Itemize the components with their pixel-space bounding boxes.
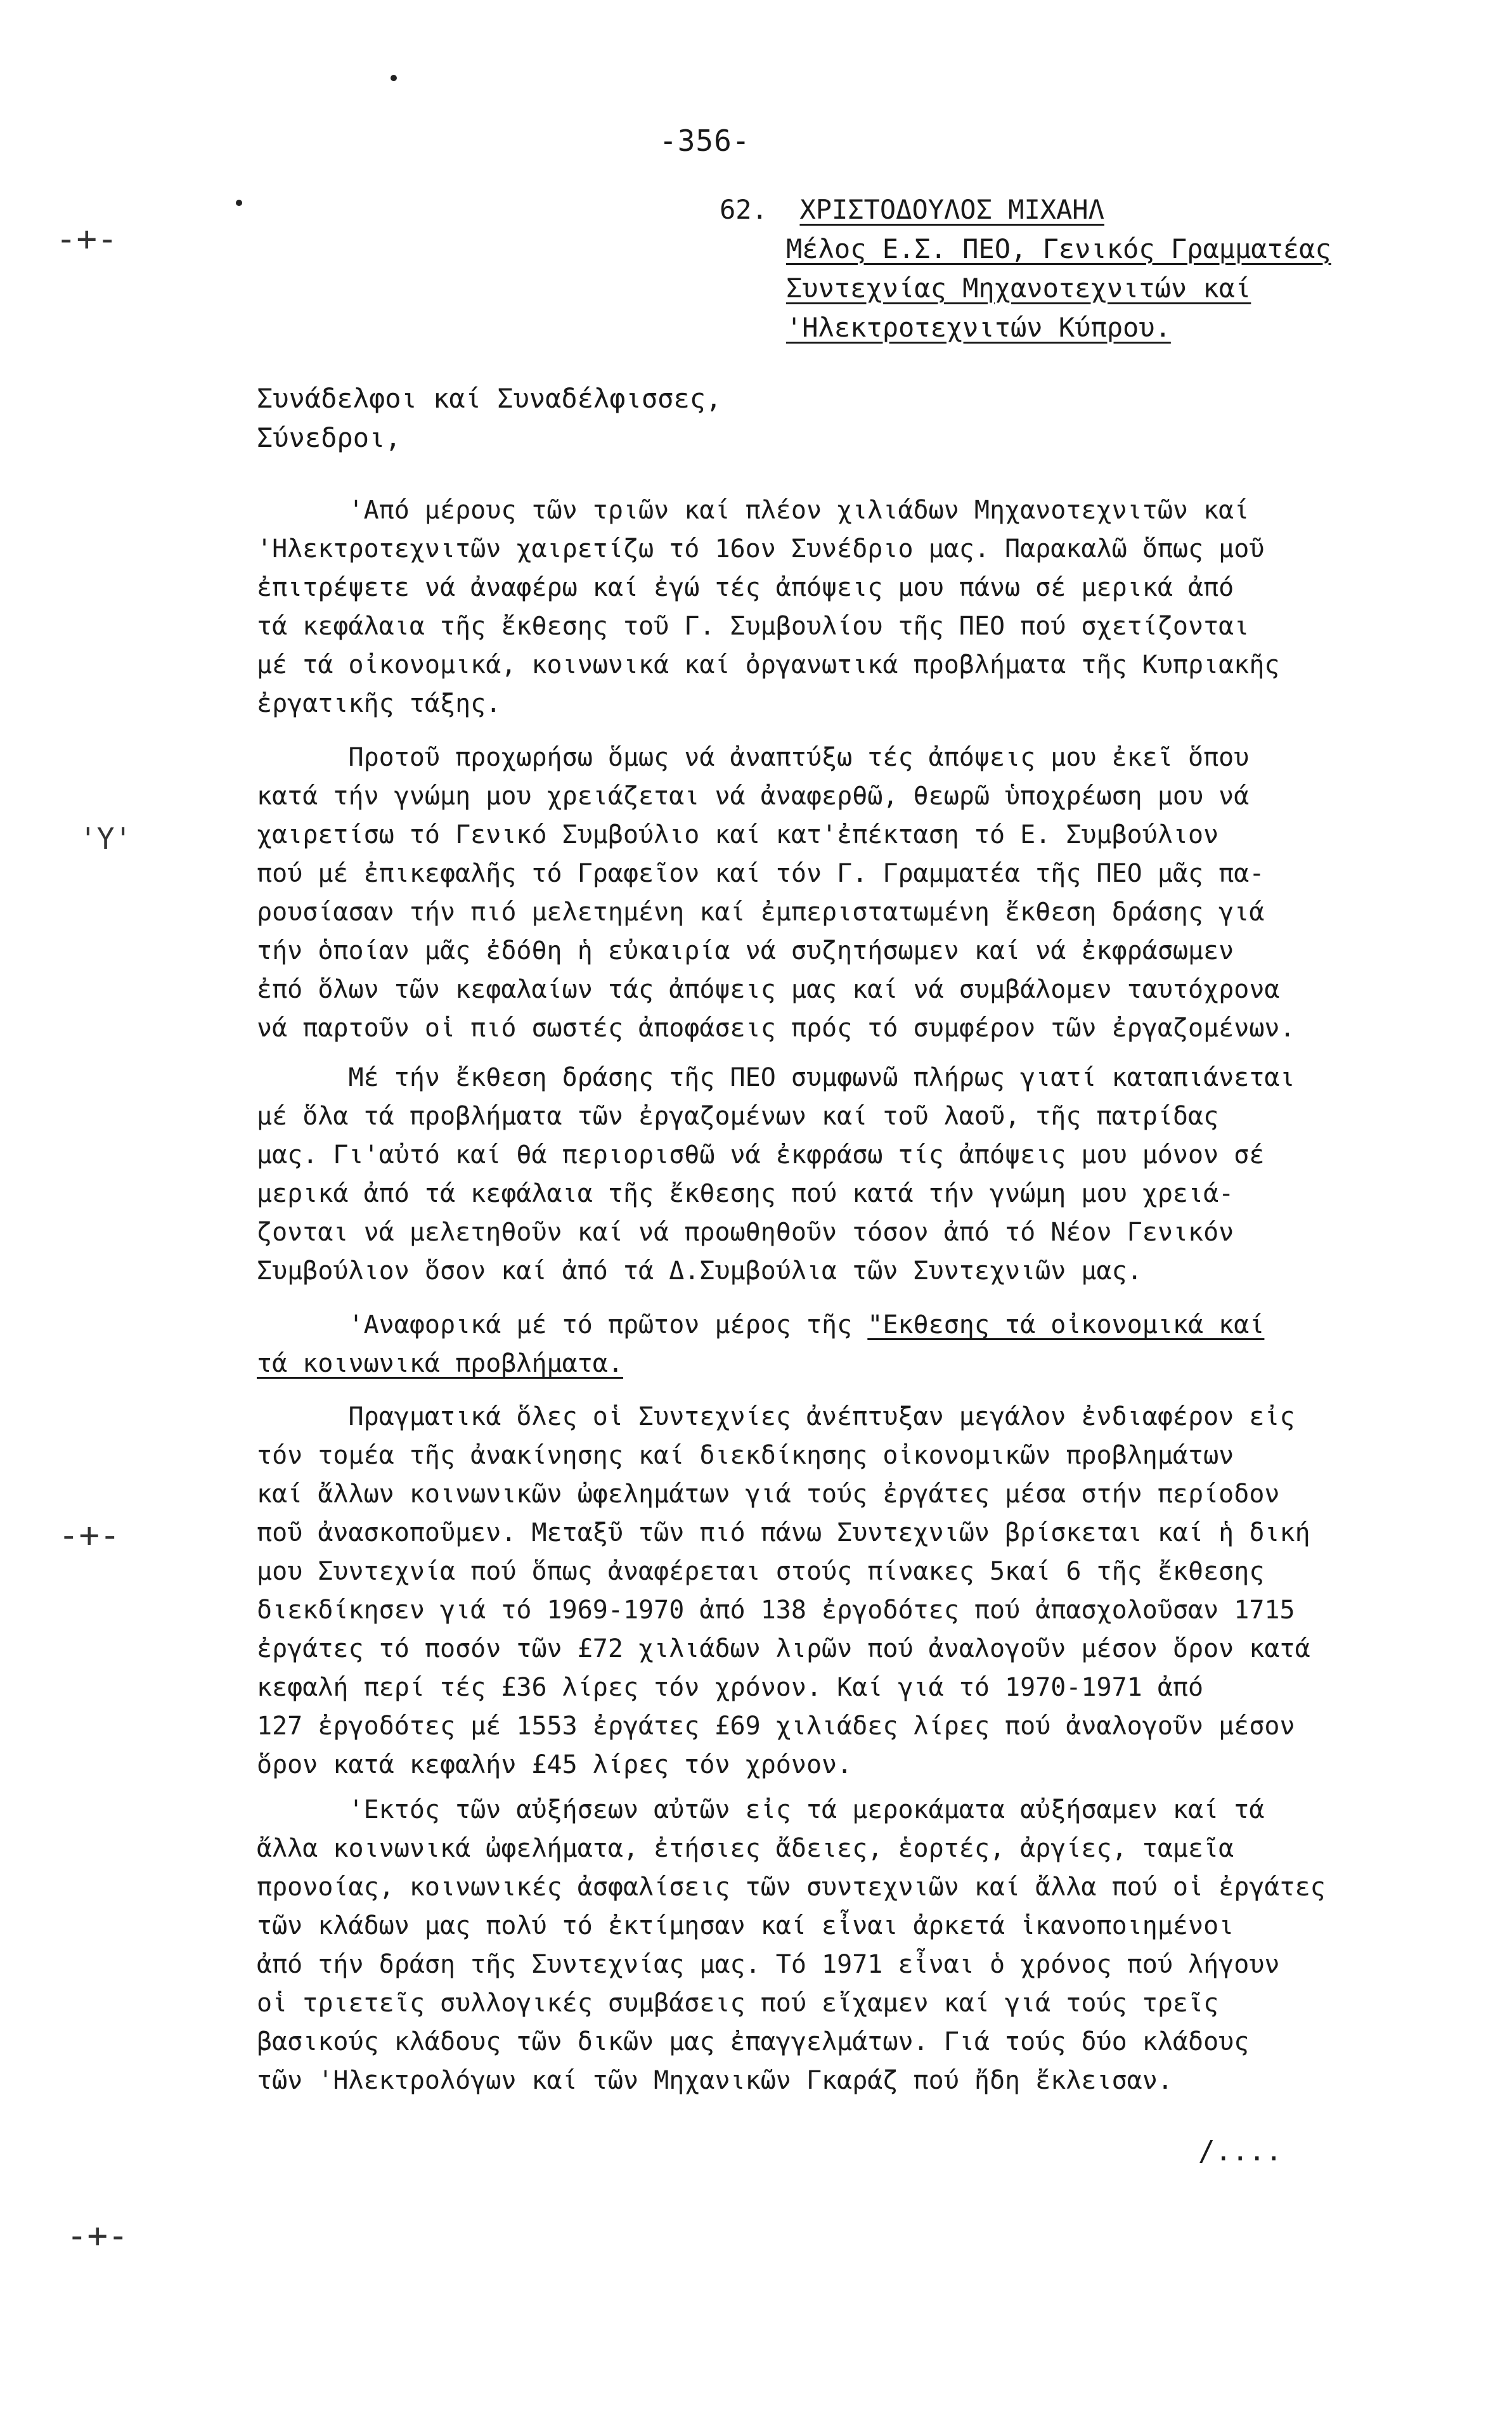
punch-mark-icon: -+- bbox=[67, 2216, 129, 2255]
text-line: καί ἄλλων κοινωνικῶν ὠφεληµάτων γιά τούς ἐργάτες μέσα στήν περίοδον bbox=[257, 1480, 1280, 1509]
text-line: ἐργάτες τό ποσόν τῶν £72 χιλιάδων λιρῶν πού ἀναλογοῦν μέσον ὅρον κατά bbox=[257, 1634, 1310, 1663]
text-line: Μέ τήν ἔκθεση δράσης τῆς ΠΕΟ συμφωνῶ πλήρως γιατί καταπιάνεται bbox=[257, 1063, 1295, 1092]
greeting-line-1: Συνάδελφοι καί Συναδέλφισσες, bbox=[257, 383, 722, 414]
text-line: ποῦ ἀνασκοποῦμεν. Μεταξῦ τῶν πιό πάνω Συντεχνιῶν βρίσκεται καί ἡ δική bbox=[257, 1518, 1310, 1547]
speck-dot bbox=[236, 200, 242, 206]
text-line: 'Εκτός τῶν αὐξήσεων αὐτῶν εἰς τά μεροκάματα αὐξήσαμεν καί τά bbox=[257, 1795, 1265, 1824]
section-heading-title-1: "Εκθεσης τά οἰκονομικά καί bbox=[867, 1310, 1265, 1339]
punch-mark-icon: -+- bbox=[56, 219, 118, 259]
speaker-role-2-line bbox=[720, 269, 1331, 308]
text-line: χαιρετίσω τό Γενικό Συμβούλιο καί κατ'ἐπέκταση τό Ε. Συμβούλιον bbox=[257, 820, 1219, 849]
greeting bbox=[257, 379, 721, 458]
text-line: κεφαλή περί τές £36 λίρες τόν χρόνον. Καί γιά τό 1970-1971 ἀπό bbox=[257, 1673, 1204, 1702]
continuation-mark: /.... bbox=[1198, 2135, 1283, 2167]
text-line: τῶν 'Ηλεκτρολόγων καί τῶν Μηχανικῶν Γκαράζ πού ἤδη ἔκλεισαν. bbox=[257, 2066, 1173, 2095]
text-line: ἀπό τήν δράση τῆς Συντεχνίας μας. Τό 1971 εἶναι ὁ χρόνος πού λήγουν bbox=[257, 1950, 1280, 1979]
paragraph-4 bbox=[257, 1398, 1310, 1784]
text-line: τῶν κλάδων μας πολύ τό ἐκτίμησαν καί εἶναι ἀρκετά ἱκανοποιημένοι bbox=[257, 1911, 1234, 1940]
speaker-role-2: Συντεχνίας Μηχανοτεχνιτών καί bbox=[786, 273, 1251, 304]
text-line: ἄλλα κοινωνικά ὠφελήματα, ἐτήσιες ἄδειες, ἑορτές, ἀργίες, ταμεῖα bbox=[257, 1834, 1234, 1863]
text-line: βασικούς κλάδους τῶν δικῶν μας ἐπαγγελμάτων. Γιά τούς δύο κλάδους bbox=[257, 2027, 1250, 2056]
text-line: μέ τά οἰκονομικά, κοινωνικά καί ὀργανωτικά προβλήματα τῆς Κυπριακῆς bbox=[257, 650, 1280, 680]
speaker-role-1: Μέλος Ε.Σ. ΠΕΟ, Γενικός Γραμματέας bbox=[786, 233, 1331, 264]
text-line: Πραγματικά ὅλες οἱ Συντεχνίες ἀνέπτυξαν μεγάλον ἐνδιαφέρον εἰς bbox=[257, 1402, 1295, 1431]
text-line: μας. Γι'αὐτό καί θά περιορισθῶ νά ἐκφράσω τίς ἀπόψεις μου μόνον σέ bbox=[257, 1140, 1265, 1170]
text-line: ἐπό ὅλων τῶν κεφαλαίων τάς ἀπόψεις μας καί νά συμβάλομεν ταυτόχρονα bbox=[257, 975, 1280, 1004]
text-line: Προτοῦ προχωρήσω ὅμως νά ἀναπτύξω τές ἀπόψεις μου ἐκεῖ ὅπου bbox=[257, 743, 1250, 772]
text-line: κατά τήν γνώμη μου χρειάζεται νά ἀναφερθῶ, θεωρῶ ὑποχρέωση μου νά bbox=[257, 782, 1250, 811]
text-line: τά κεφάλαια τῆς ἔκθεσης τοῦ Γ. Συμβουλίου τῆς ΠΕΟ πού σχετίζονται bbox=[257, 612, 1250, 641]
greeting-line-2: Σύνεδροι, bbox=[257, 422, 401, 453]
text-line: 'Από μέρους τῶν τριῶν καί πλέον χιλιάδων Μηχανοτεχνιτῶν καί bbox=[257, 496, 1250, 525]
page-number: -356- bbox=[659, 124, 751, 158]
text-line: νά παρτοῦν οἱ πιό σωστές ἀποφάσεις πρός τό συμφέρον τῶν ἐργαζομένων. bbox=[257, 1014, 1295, 1043]
punch-mark-icon: -+- bbox=[58, 1515, 120, 1555]
text-line: τόν τομέα τῆς ἀνακίνησης καί διεκδίκησης οἰκονομικῶν προβλημάτων bbox=[257, 1441, 1234, 1470]
paragraph-1 bbox=[257, 491, 1280, 723]
text-line: πού μέ ἐπικεφαλῆς τό Γραφεῖον καί τόν Γ. Γραμματέα τῆς ΠΕΟ μᾶς πα- bbox=[257, 859, 1265, 888]
text-line: οἱ τριετεῖς συλλογικές συμβάσεις πού εἴχαμεν καί γιά τούς τρεῖς bbox=[257, 1989, 1219, 2018]
paragraph-3 bbox=[257, 1059, 1295, 1291]
text-line: μου Συντεχνία πού ὅπως ἀναφέρεται στούς πίνακες 5καί 6 τῆς ἔκθεσης bbox=[257, 1557, 1265, 1586]
speaker-role-3: 'Ηλεκτροτεχνιτών Κύπρου. bbox=[786, 312, 1171, 343]
punch-mark-icon: 'Y' bbox=[79, 822, 132, 856]
text-line: ὅρον κατά κεφαλήν £45 λίρες τόν χρόνον. bbox=[257, 1750, 853, 1779]
text-line: 127 ἐργοδότες μέ 1553 ἐργάτες £69 χιλιάδες λίρες πού ἀναλογοῦν μέσον bbox=[257, 1712, 1295, 1741]
speaker-role-1-line bbox=[720, 229, 1331, 269]
text-line: ρουσίασαν τήν πιό μελετημένη καί ἐμπεριστατωμένη ἔκθεση δράσης γιά bbox=[257, 898, 1265, 927]
section-heading-line-1 bbox=[257, 1306, 1264, 1345]
text-line: προνοίας, κοινωνικές ἀσφαλίσεις τῶν συντεχνιῶν καί ἄλλα πού οἱ ἐργάτες bbox=[257, 1873, 1326, 1902]
text-line: ζονται νά μελετηθοῦν καί νά προωθηθοῦν τόσον ἀπό τό Νέον Γενικόν bbox=[257, 1218, 1234, 1247]
text-line: Συμβούλιον ὅσον καί ἀπό τά Δ.Συμβούλια τῶν Συντεχνιῶν μας. bbox=[257, 1256, 1142, 1286]
speaker-number: 62. bbox=[720, 194, 768, 225]
speaker-name: ΧΡΙΣΤΟΔΟΥΛΟΣ ΜΙΧΑΗΛ bbox=[799, 194, 1104, 225]
text-line: ἐπιτρέψετε νά ἀναφέρω καί ἐγώ τές ἀπόψεις μου πάνω σέ μερικά ἀπό bbox=[257, 573, 1234, 602]
text-line: διεκδίκησεν γιά τό 1969-1970 ἀπό 138 ἐργοδότες πού ἀπασχολοῦσαν 1715 bbox=[257, 1596, 1295, 1625]
text-line: μερικά ἀπό τά κεφάλαια τῆς ἔκθεσης πού κατά τήν γνώμη μου χρειά- bbox=[257, 1179, 1234, 1208]
text-line: 'Ηλεκτροτεχνιτῶν χαιρετίζω τό 16ον Συνέδριο μας. Παρακαλῶ ὅπως μοῦ bbox=[257, 534, 1265, 564]
paragraph-2 bbox=[257, 739, 1295, 1048]
speaker-header bbox=[720, 190, 1331, 347]
section-heading bbox=[257, 1306, 1264, 1383]
section-heading-prefix: 'Αναφορικά μέ τό πρῶτον μέρος τῆς bbox=[257, 1310, 868, 1339]
speaker-name-line bbox=[720, 190, 1331, 229]
text-line: ἐργατικῆς τάξης. bbox=[257, 689, 501, 718]
text-line: τήν ὁποίαν μᾶς ἐδόθη ἡ εὐκαιρία νά συζητήσωμεν καί νά ἐκφράσωμεν bbox=[257, 936, 1234, 965]
text-line: μέ ὅλα τά προβλήματα τῶν ἐργαζομένων καί τοῦ λαοῦ, τῆς πατρίδας bbox=[257, 1102, 1219, 1131]
section-heading-line-2 bbox=[257, 1345, 1264, 1383]
paragraph-5 bbox=[257, 1791, 1326, 2100]
speaker-role-3-line bbox=[720, 308, 1331, 347]
speck-dot bbox=[391, 75, 397, 81]
section-heading-title-2: τά κοινωνικά προβλήματα. bbox=[257, 1349, 623, 1378]
